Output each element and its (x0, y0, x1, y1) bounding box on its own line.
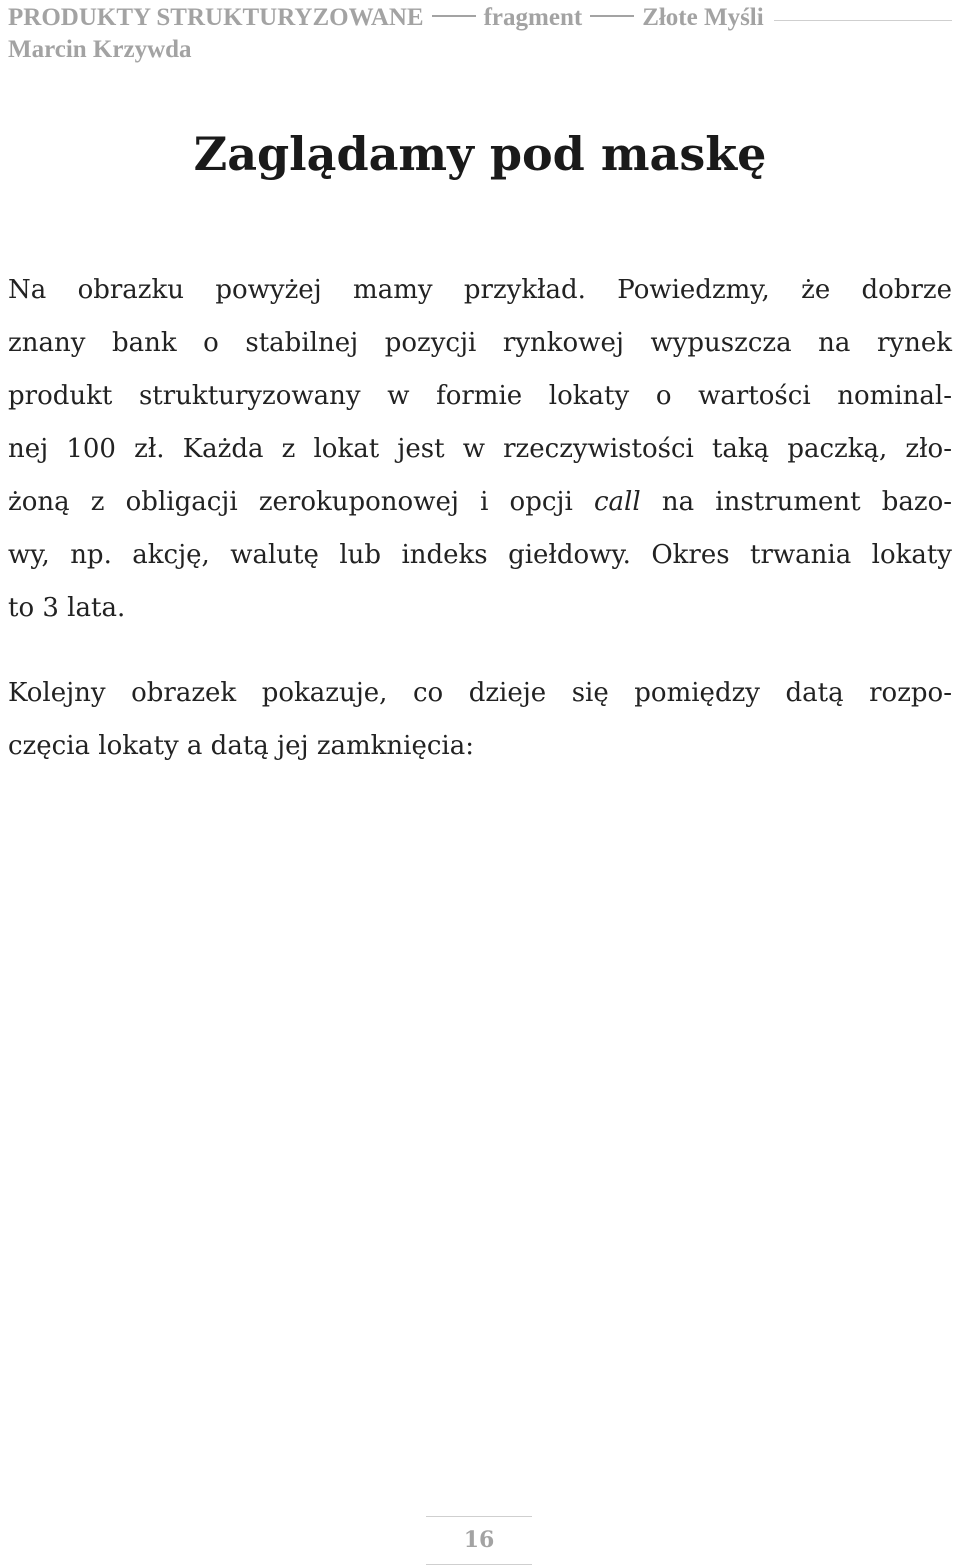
paragraph-line: to 3 lata. (8, 593, 126, 623)
paragraph-line-with-italic (8, 476, 952, 529)
page-title: Zaglądamy pod maskę (193, 127, 767, 181)
line-text: na instrument bazo- (661, 487, 953, 517)
header-dash-2 (590, 15, 634, 17)
header-rule (774, 20, 952, 21)
paragraph-line: wy, np. akcję, walutę lub indeks giełdowy. Okres trwania lokaty (8, 540, 952, 570)
italic-term: call (593, 487, 641, 517)
header-author: Marcin Krzywda (8, 36, 192, 63)
header-line-1 (8, 2, 952, 34)
running-header (8, 2, 952, 66)
header-series: Złote Myśli (642, 4, 764, 31)
paragraph-line: Na obrazku powyżej mamy przykład. Powiedzmy, że dobrze (8, 275, 952, 305)
paragraph-line: Kolejny obrazek pokazuje, co dzieje się pomiędzy datą rozpo- (8, 678, 952, 708)
paragraph-1 (8, 264, 952, 635)
paragraph-line: nej 100 zł. Każda z lokat jest w rzeczywistości taką paczką, zło- (8, 434, 952, 464)
paragraph-2 (8, 667, 952, 773)
header-section: PRODUKTY STRUKTURYZOWANE (8, 4, 424, 31)
paragraph-line: znany bank o stabilnej pozycji rynkowej wypuszcza na rynek (8, 328, 952, 358)
paragraph-line: częcia lokaty a datą jej zamknięcia: (8, 731, 475, 761)
paragraph-line: produkt strukturyzowany w formie lokaty o wartości nominal- (8, 381, 952, 411)
header-dash-1 (432, 15, 476, 17)
header-subtitle: fragment (483, 4, 583, 31)
page-number: 16 (426, 1516, 532, 1565)
line-text: żoną z obligacji zerokuponowej i opcji (8, 487, 573, 517)
